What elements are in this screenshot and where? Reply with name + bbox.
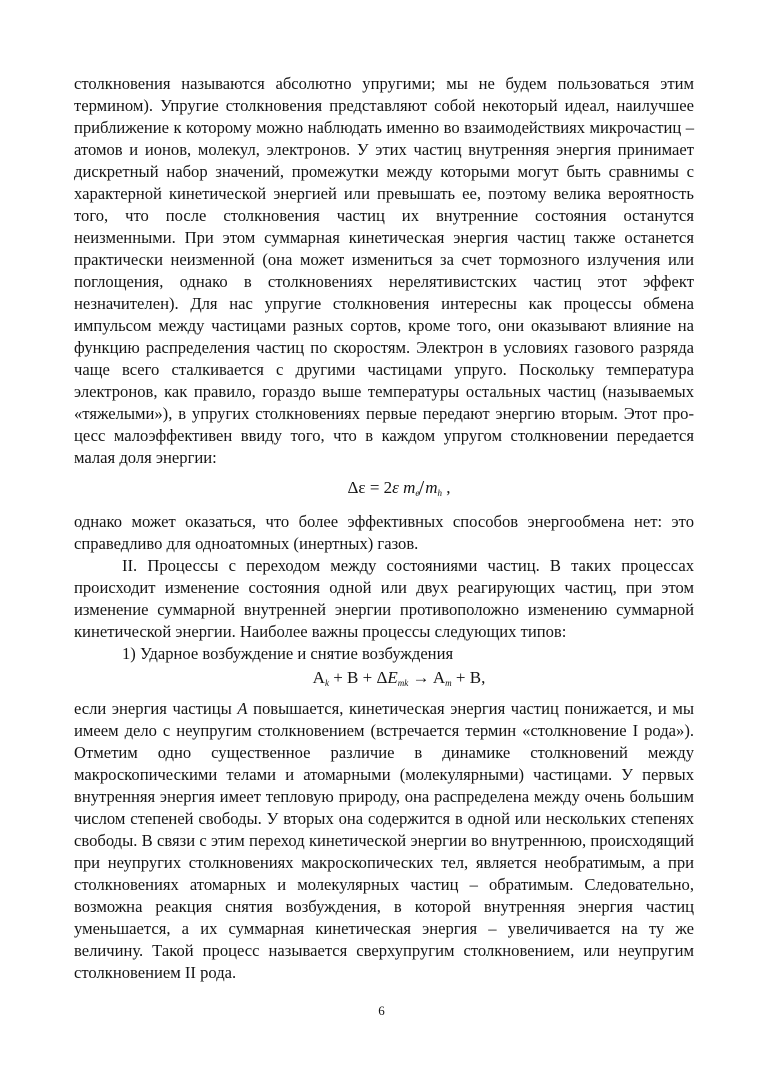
formula-equals: = 2 [365, 478, 393, 497]
page-body [74, 73, 694, 984]
formula-slash: / [418, 476, 425, 500]
paragraph-4-variable: A [237, 699, 248, 718]
paragraph-inelastic-collisions [74, 698, 694, 984]
formula-sub-k: k [324, 678, 329, 688]
paragraph-state-transitions: II. Процессы с переходом между состояниями частиц. В таких процессах происходит изменение состояния одной или двух реагирующих частиц, при этом изменение суммарной внутренней энергии противоположно изменению суммарной кинетической энергии. Наиболее важны процессы следующих типов: [74, 556, 694, 641]
formula-epsilon: ε [392, 478, 399, 497]
formula-m-electron: m [398, 478, 416, 497]
paragraph-elastic-collisions: столкновения называются абсолютно упругими; мы не будем пользоваться этим термином). Упругие столкновения представляют собой некоторый идеал, наилучшее приближение к которому можно наблюдать именно во взаимодействиях микрочастиц – атомов и ионов, молекул, электронов. У этих частиц внутренняя энергия принимает дискретный набор значений, промежутки между которыми могут быть сравнимы с характерной кинетической энергией или превышать ее, поэтому велика вероятность того, что после столкновения частиц их внутренние состояния останутся неизменными. При этом суммарная кинетическая энергия частиц также останется практически неизменной (она может измениться за счет тормозного излучения или поглощения, однако в столкновениях нерелятивистских частиц этот эффект незначителен). Для нас упругие столкновения интересны как процессы обмена импульсом между частицами разных сортов, кроме того, они оказывают влияние на функцию распределения частиц по скоростям. Электрон в условиях газового разряда чаще всего сталкивается с другими частицами упруго. Поскольку температура электронов, как правило, гораздо выше температуры остальных частиц (называемых «тяжелыми»), в упругих столкновениях первые передают энергию вторым. Этот процесс малоэффективен ввиду того, что в каждом упругом столкновении передается малая доля энергии: [74, 74, 694, 467]
paragraph-inert-gases: однако может оказаться, что более эффективных способов энергообмена нет: это справедливо для одноатомных (инертных) газов. [74, 512, 694, 553]
formula-e: E [387, 668, 398, 687]
formula-excitation-reaction [74, 667, 694, 694]
paragraph-4-start: если энергия частицы [74, 699, 238, 718]
formula-a: A [312, 668, 325, 687]
formula-tail: , [442, 478, 451, 497]
formula-tail-b: + B, [451, 668, 486, 687]
formula-energy-transfer [74, 477, 694, 504]
list-item-impact-excitation: 1) Ударное возбуждение и снятие возбуждения [122, 644, 454, 663]
page-number: 6 [378, 1003, 385, 1018]
formula-arrow-a: → A [408, 668, 446, 687]
formula-plus-b-delta: + B + Δ [328, 668, 388, 687]
formula-sub-h: h [437, 488, 443, 498]
formula-lhs: Δε [347, 478, 366, 497]
paragraph-4-rest: повышается, кинетическая энергия частиц понижается, и мы имеем дело с неупругим столкновением (встречается термин «столкновение I рода»). Отметим одно существенное различие в динамике столкновений между макроскопическими телами и атомарными (молекулярными) частицами. У первых внутренняя энергия имеет тепловую природу, она распределена между очень большим числом степеней свободы. У вторых она содержится в одной или нескольких степенях свободы. В связи с этим переход кинетической энергии во внутреннюю, происходящий при неупругих столкновениях макроскопических тел, является необратимым, а при столкновениях атомарных и молекулярных частиц – обратимым. Следовательно, возможна реакция снятия возбуждения, в которой внутренняя энергия частиц уменьшается, а их суммарная кинетическая энергия – увеличивается на ту же величину. Такой процесс называется сверхупругим столкновением, или неупругим столкновением II рода. [74, 699, 694, 982]
formula-sub-e: e [415, 488, 420, 498]
formula-sub-m: m [445, 678, 452, 688]
formula-m-heavy: m [425, 478, 438, 497]
formula-sub-mk: mk [397, 678, 409, 688]
